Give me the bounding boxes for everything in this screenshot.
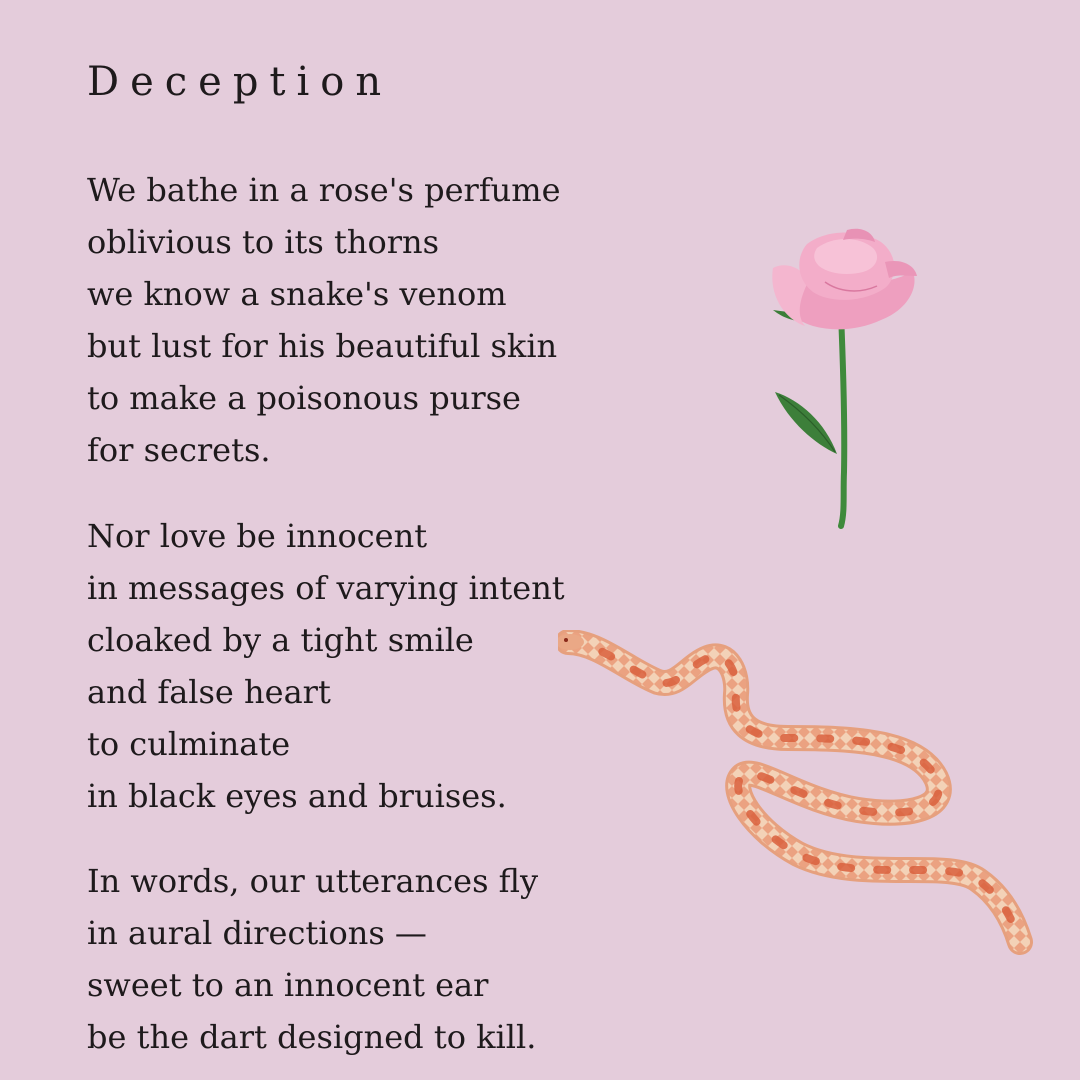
poem-line: in messages of varying intent xyxy=(87,569,565,607)
corn-snake-icon xyxy=(558,630,1038,960)
poem-line: sweet to an innocent ear xyxy=(87,966,489,1004)
poem-line: and false heart xyxy=(87,673,331,711)
poem-line: We bathe in a rose's perfume xyxy=(87,171,561,209)
poem-line: in aural directions — xyxy=(87,914,427,952)
poem-line: for secrets. xyxy=(87,431,271,469)
poem-line: be the dart designed to kill. xyxy=(87,1018,537,1056)
poem-title: Deception xyxy=(87,59,393,105)
pink-rose-icon xyxy=(755,222,930,532)
stanza-2 xyxy=(87,510,565,822)
poem-line: In words, our utterances fly xyxy=(87,862,539,900)
poem-line: cloaked by a tight smile xyxy=(87,621,474,659)
stanza-1 xyxy=(87,164,561,476)
stanza-3 xyxy=(87,855,538,1063)
poem-line: we know a snake's venom xyxy=(87,275,507,313)
poem-line: oblivious to its thorns xyxy=(87,223,440,261)
poem-line: in black eyes and bruises. xyxy=(87,777,507,815)
poem-line: Nor love be innocent xyxy=(87,517,428,555)
poem-line: but lust for his beautiful skin xyxy=(87,327,558,365)
poem-line: to culminate xyxy=(87,725,291,763)
poem-line: to make a poisonous purse xyxy=(87,379,521,417)
